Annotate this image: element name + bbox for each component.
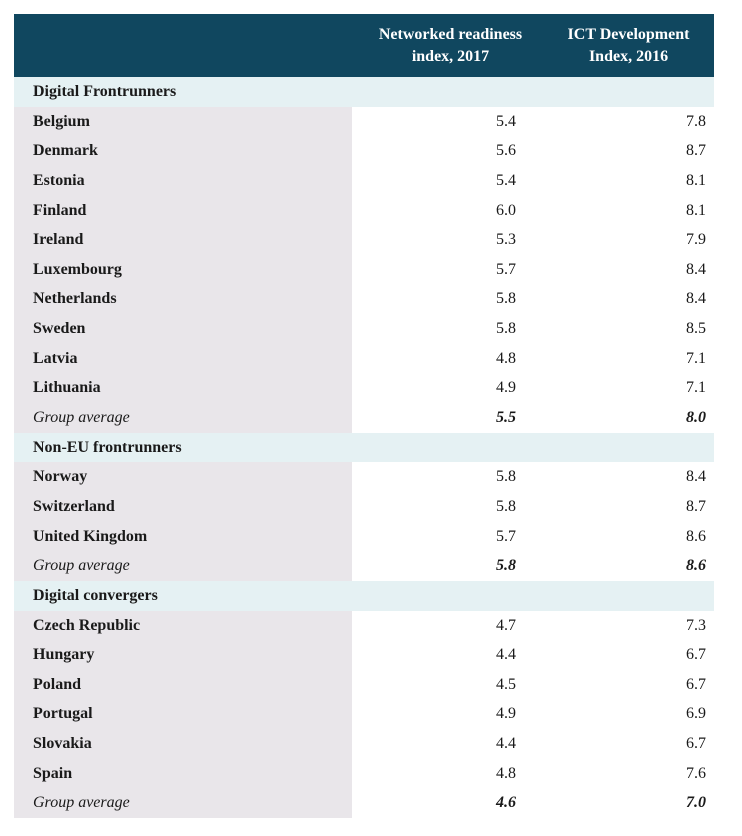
ict-development-value: 7.6 [686, 764, 706, 782]
row-label: Luxembourg [33, 260, 122, 278]
networked-readiness-value: 5.7 [496, 527, 516, 545]
ict-development-value: 8.7 [686, 497, 706, 515]
ict-development-value: 7.1 [686, 379, 706, 397]
networked-readiness-value: 4.7 [496, 616, 516, 634]
ict-development-value: 6.7 [686, 675, 706, 693]
row-label: Sweden [33, 320, 86, 338]
networked-readiness-value: 4.8 [496, 764, 516, 782]
table-row [14, 225, 714, 255]
header-networked-readiness [358, 24, 543, 68]
group-average-row [14, 788, 714, 818]
group-average-row [14, 403, 714, 433]
table-row [14, 462, 714, 492]
table-row [14, 670, 714, 700]
table-row [14, 373, 714, 403]
networked-readiness-value: 6.0 [496, 201, 516, 219]
row-label: Czech Republic [33, 616, 141, 634]
row-label: Group average [33, 794, 130, 812]
ict-development-value: 7.9 [686, 231, 706, 249]
networked-readiness-value: 4.5 [496, 675, 516, 693]
networked-readiness-value: 5.8 [496, 320, 516, 338]
row-label: Portugal [33, 705, 93, 723]
ict-development-value: 7.0 [686, 794, 706, 812]
group-header-row [14, 433, 714, 463]
table-row [14, 759, 714, 789]
networked-readiness-value: 5.6 [496, 142, 516, 160]
row-label: Hungary [33, 646, 95, 664]
row-label: Ireland [33, 231, 84, 249]
ict-development-value: 7.1 [686, 349, 706, 367]
ict-development-value: 6.7 [686, 646, 706, 664]
ict-development-value: 8.1 [686, 201, 706, 219]
table-row [14, 699, 714, 729]
table-row [14, 314, 714, 344]
row-label: Norway [33, 468, 88, 486]
row-label: Poland [33, 675, 82, 693]
networked-readiness-value: 4.8 [496, 349, 516, 367]
networked-readiness-value: 4.4 [496, 735, 516, 753]
row-label: Switzerland [33, 497, 115, 515]
networked-readiness-value: 5.7 [496, 260, 516, 278]
networked-readiness-value: 5.8 [496, 497, 516, 515]
networked-readiness-value: 4.9 [496, 379, 516, 397]
ict-development-value: 8.0 [686, 409, 706, 427]
networked-readiness-value: 5.3 [496, 231, 516, 249]
group-header-row [14, 581, 714, 611]
ict-development-value: 8.6 [686, 557, 706, 575]
row-label: Latvia [33, 349, 78, 367]
networked-readiness-value: 5.8 [496, 468, 516, 486]
table-body [14, 77, 714, 818]
row-label: United Kingdom [33, 527, 148, 545]
networked-readiness-value: 5.8 [496, 557, 516, 575]
networked-readiness-value: 5.4 [496, 112, 516, 130]
row-label: Finland [33, 201, 87, 219]
row-label: Group average [33, 409, 130, 427]
ict-development-value: 8.4 [686, 260, 706, 278]
header-ict-development [536, 24, 721, 68]
networked-readiness-value: 5.8 [496, 290, 516, 308]
row-label: Belgium [33, 112, 90, 130]
table-row [14, 136, 714, 166]
networked-readiness-value: 5.4 [496, 171, 516, 189]
row-label: Denmark [33, 142, 98, 160]
table-row [14, 640, 714, 670]
ict-development-value: 8.4 [686, 290, 706, 308]
table-header [14, 14, 714, 77]
networked-readiness-value: 4.9 [496, 705, 516, 723]
ict-development-value: 8.5 [686, 320, 706, 338]
group-header-row [14, 77, 714, 107]
table-row [14, 196, 714, 226]
table-row [14, 284, 714, 314]
row-label: Slovakia [33, 735, 92, 753]
row-label: Spain [33, 764, 73, 782]
table-row [14, 107, 714, 137]
indicators-table [14, 14, 714, 818]
group-label: Digital convergers [33, 586, 158, 604]
table-row [14, 522, 714, 552]
group-average-row [14, 551, 714, 581]
ict-development-value: 6.7 [686, 735, 706, 753]
row-label: Netherlands [33, 290, 117, 308]
networked-readiness-value: 4.6 [496, 794, 516, 812]
header-col2-line2: Index, 2016 [588, 48, 669, 65]
group-label: Digital Frontrunners [33, 83, 177, 100]
table-row [14, 729, 714, 759]
row-label: Group average [33, 557, 130, 575]
ict-development-value: 8.7 [686, 142, 706, 160]
table-row [14, 611, 714, 641]
header-col2-line1: ICT Development [567, 26, 690, 43]
networked-readiness-value: 4.4 [496, 646, 516, 664]
ict-development-value: 8.1 [686, 171, 706, 189]
header-col1-line1: Networked readiness [378, 26, 523, 43]
header-col1-line2: index, 2017 [411, 48, 490, 65]
ict-development-value: 8.6 [686, 527, 706, 545]
ict-development-value: 7.3 [686, 616, 706, 634]
group-label: Non-EU frontrunners [33, 438, 182, 456]
table-row [14, 492, 714, 522]
table-row [14, 344, 714, 374]
row-label: Lithuania [33, 379, 101, 397]
table-row [14, 255, 714, 285]
networked-readiness-value: 5.5 [496, 409, 516, 427]
ict-development-value: 8.4 [686, 468, 706, 486]
ict-development-value: 7.8 [686, 112, 706, 130]
row-label: Estonia [33, 171, 85, 189]
ict-development-value: 6.9 [686, 705, 706, 723]
table-row [14, 166, 714, 196]
